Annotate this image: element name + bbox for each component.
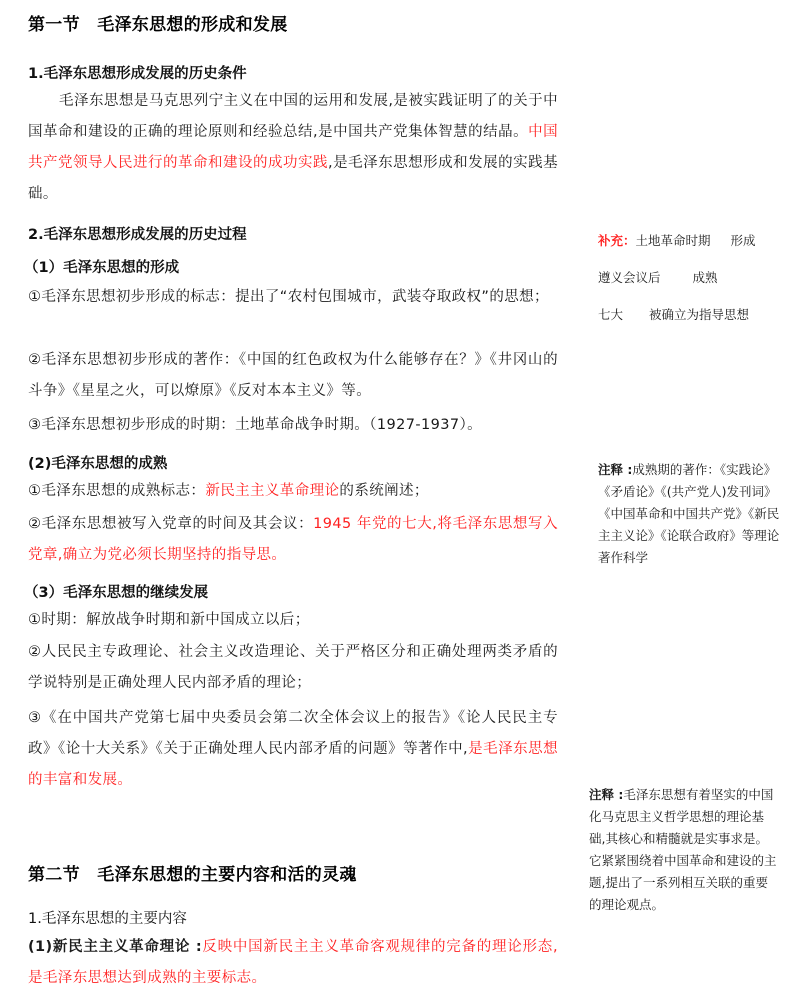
maturity-item-1 — [28, 476, 558, 507]
subsection-formation-title: （1）毛泽东思想的形成 — [24, 260, 180, 276]
maturity-item-1-suffix: 的系统阐述； — [339, 483, 429, 499]
supplement-row-3-left: 七大 — [598, 307, 624, 322]
note1-label: 注释 : — [598, 462, 633, 477]
supplement-row-2-right: 成熟 — [692, 270, 718, 285]
maturity-item-2-prefix: ②毛泽东思想被写入党章的时间及其会议： — [28, 516, 314, 532]
supplement-row-1 — [598, 230, 788, 267]
supplement-label: 补充： — [598, 233, 636, 248]
supplement-row-1-left: 土地革命时期 — [635, 233, 711, 248]
section1-heading-1: 1.毛泽东思想形成发展的历史条件 — [28, 66, 247, 82]
section1-heading-2: 2.毛泽东思想形成发展的历史过程 — [28, 227, 247, 243]
maturity-item-1-prefix: ①毛泽东思想的成熟标志： — [28, 483, 206, 499]
maturity-item-2-highlight: 1945 年党的七大,将毛泽东思想写入党章,确立为党必须长期坚持的指导思。 — [28, 516, 558, 563]
p1-text-2: ,是毛泽东思想形成和发展的实践基础。 — [28, 155, 559, 202]
formation-item-2: ②毛泽东思想初步形成的著作：《中国的红色政权为什么能够存在？》《井冈山的斗争》《星星之火，可以燎原》《反对本本主义》等。 — [28, 352, 558, 399]
note2-label: 注释 : — [589, 787, 624, 802]
supplement-row-2-left: 遵义会议后 — [598, 270, 661, 285]
development-item-3-highlight: 是毛泽东思想的丰富和发展。 — [28, 741, 558, 788]
supplement-box — [598, 230, 788, 341]
section1-paragraph-1 — [28, 86, 558, 210]
section2-item-1-highlight: 反映中国新民主主义革命客观规律的完备的理论形态,是毛泽东思想达到成熟的主要标志。 — [28, 939, 558, 986]
section1-title: 第一节 毛泽东思想的形成和发展 — [28, 15, 288, 35]
formation-item-3: ③毛泽东思想初步形成的时期：土地革命战争时期。（1927-1937）。 — [28, 417, 483, 433]
supplement-row-3 — [598, 304, 788, 341]
development-item-2: ②人民民主专政理论、社会主义改造理论、关于严格区分和正确处理两类矛盾的学说特别是正确处理人民内部矛盾的理论； — [28, 644, 558, 691]
section2-item-1 — [28, 932, 558, 994]
formation-item-1: ①毛泽东思想初步形成的标志：提出了“农村包围城市，武装夺取政权”的思想； — [28, 289, 549, 305]
maturity-item-1-highlight: 新民主主义革命理论 — [205, 483, 340, 499]
development-item-1: ①时期：解放战争时期和新中国成立以后； — [28, 612, 310, 628]
note-box-maturity-works — [598, 459, 786, 569]
p1-text-1: 毛泽东思想是马克思列宁主义在中国的运用和发展,是被实践证明了的关于中国革命和建设的正确的理论原则和经验总结,是中国共产党集体智慧的结晶。 — [28, 93, 558, 140]
note-box-philosophy — [589, 784, 779, 916]
note1-text: 成熟期的著作：《实践论》《矛盾论》《(共产党人)发刊词》《中国革命和中国共产党》《新民主主义论》《论联合政府》等理论著作科学 — [598, 462, 780, 565]
development-item-3-text: ③《在中国共产党第七届中央委员会第二次全体会议上的报告》《论人民民主专政》《论十大关系》《关于正确处理人民内部矛盾的问题》等著作中, — [28, 710, 558, 757]
subsection-maturity-title: (2)毛泽东思想的成熟 — [28, 456, 168, 472]
subsection-development-title: （3）毛泽东思想的继续发展 — [24, 585, 209, 601]
section2-title: 第二节 毛泽东思想的主要内容和活的灵魂 — [28, 865, 357, 885]
section2-item-1-label: (1)新民主主义革命理论 : — [28, 939, 203, 955]
supplement-row-1-right: 形成 — [730, 233, 756, 248]
note2-text: 毛泽东思想有着坚实的中国化马克思主义哲学思想的理论基础,其核心和精髓就是实事求是。它紧紧围绕着中国革命和建设的主题,提出了一系列相互关联的重要的理论观点。 — [589, 787, 777, 912]
section2-heading-1: 1.毛泽东思想的主要内容 — [28, 911, 187, 927]
development-item-3 — [28, 703, 558, 796]
p1-highlight: 中国共产党领导人民进行的革命和建设的成功实践 — [28, 124, 558, 171]
supplement-row-3-right: 被确立为指导思想 — [649, 307, 750, 322]
supplement-row-2 — [598, 267, 788, 304]
maturity-item-2 — [28, 509, 558, 571]
